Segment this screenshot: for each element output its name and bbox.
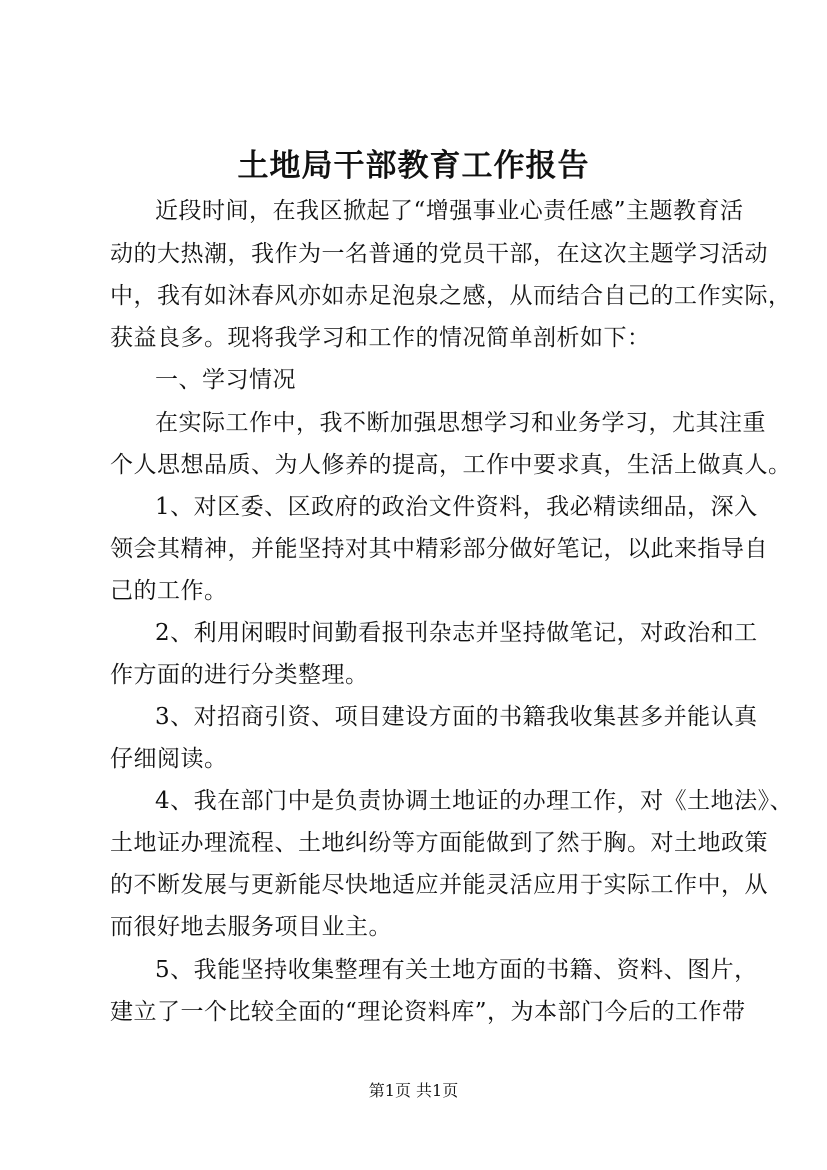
paragraph-line: 2、利用闲暇时间勤看报刊杂志并坚持做笔记，对政治和工 (155, 620, 758, 646)
paragraph-line: 土地证办理流程、土地纠纷等方面能做到了然于胸。对土地政策 (110, 830, 768, 856)
paragraph-line: 作方面的进行分类整理。 (110, 662, 369, 688)
paragraph-line: 1、对区委、区政府的政治文件资料，我必精读细品，深入 (155, 494, 758, 520)
paragraph-line: 3、对招商引资、项目建设方面的书籍我收集甚多并能认真 (155, 704, 758, 730)
paragraph-line: 在实际工作中，我不断加强思想学习和业务学习，尤其注重 (155, 410, 766, 436)
paragraph-line: 获益良多。现将我学习和工作的情况简单剖析如下： (110, 325, 651, 351)
paragraph-line: 近段时间，在我区掀起了“增强事业心责任感”主题教育活 (155, 198, 744, 224)
paragraph-line: 的不断发展与更新能尽快地适应并能灵活应用于实际工作中，从 (110, 872, 768, 898)
paragraph-line: 领会其精神，并能坚持对其中精彩部分做好笔记，以此来指导自 (110, 536, 768, 562)
paragraph-line: 己的工作。 (110, 578, 228, 604)
paragraph-line: 而很好地去服务项目业主。 (110, 914, 392, 940)
page-footer: 第1页 共1页 (368, 1081, 459, 1100)
section-heading: 一、学习情况 (155, 367, 296, 393)
paragraph-line: 动的大热潮，我作为一名普通的党员干部，在这次主题学习活动 (110, 241, 768, 267)
paragraph-line: 个人思想品质、为人修养的提高，工作中要求真，生活上做真人。 (110, 452, 792, 478)
paragraph-line: 5、我能坚持收集整理有关土地方面的书籍、资料、图片， (155, 957, 758, 983)
paragraph-line: 仔细阅读。 (110, 746, 228, 772)
paragraph-line: 中，我有如沐春风亦如赤足泡泉之感，从而结合自己的工作实际， (110, 283, 792, 309)
paragraph-line: 建立了一个比较全面的“理论资料库”，为本部门今后的工作带 (110, 999, 746, 1025)
paragraph-line: 4、我在部门中是负责协调土地证的办理工作，对《土地法》、 (155, 788, 794, 814)
document-title: 土地局干部教育工作报告 (237, 148, 590, 184)
